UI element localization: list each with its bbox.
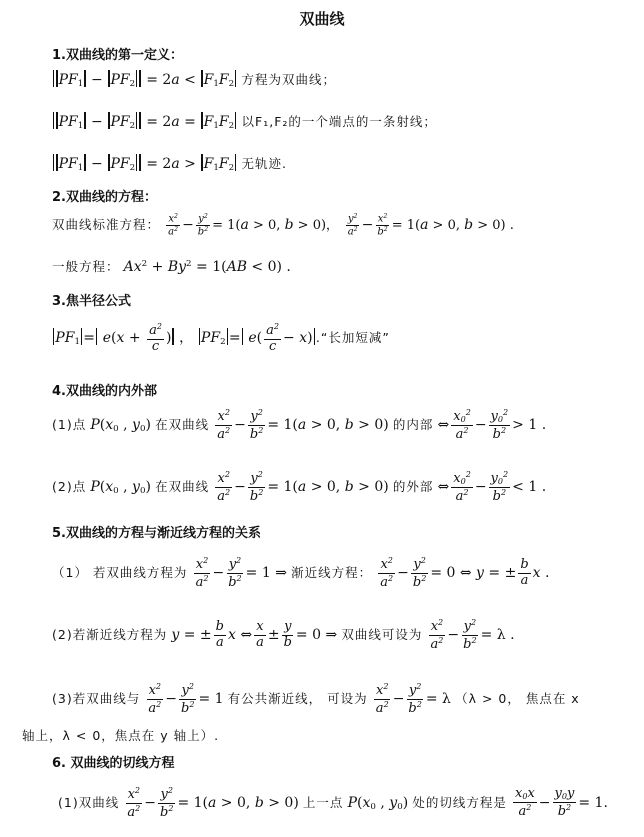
asymptote-line-3-cont: 轴上，λ < 0，焦点在 y 轴上）.: [22, 728, 220, 743]
asymptote-line-2: (2)若渐近线方程为 y = ± $\frac{b}{a}$ x ⇔ $\frac{x}{a}$ ± $\frac{y}{b}$ = 0 ⇒ 双曲线可设为 $\frac{x^2}{a^2}$ − $\frac{y^2}{b^2}$ = λ .: [52, 618, 515, 652]
page-title: 双曲线: [299, 10, 345, 28]
formula: $PF_1 - PF_2 = 2a < F_1F_2$: [52, 72, 237, 88]
standard-label: 双曲线标准方程：: [52, 217, 161, 233]
definition-line-3: [52, 154, 287, 173]
definition-line-1: [52, 70, 336, 89]
definition-text-2: 以F₁,F₂的一个端点的一条射线；: [241, 114, 437, 129]
tangent-line: (1)双曲线 $\frac{x^2}{a^2}$ − $\frac{y^2}{b^2}$ = 1(a > 0, b > 0) 上一点 $P(x_0$ , $y_0$) 处的切线方程是 $\frac{x_0x}{a^2}$ − $\frac{y_0y}{b^2}$ = 1.: [58, 785, 608, 820]
general-label: 一般方程：: [52, 259, 120, 275]
asymptote-line-1: （1） 若双曲线方程为 $\frac{x^2}{a^2}$ − $\frac{y^2}{b^2}$ = 1 ⇒ 渐近线方程： $\frac{x^2}{a^2}$ − $\frac{y^2}{b^2}$ = 0 ⇔ y = ± $\frac{b}{a}$ x .: [52, 556, 550, 590]
mnemonic: .“长加短减”: [315, 329, 390, 345]
asymptote-line-3: (3)若双曲线与 $\frac{x^2}{a^2}$ − $\frac{y^2}{b^2}$ = 1 有公共渐近线， 可设为 $\frac{x^2}{a^2}$ − $\frac{y^2}{b^2}$ = λ （λ > 0， 焦点在 x: [52, 682, 580, 716]
section-5-heading: 5.双曲线的方程与渐近线方程的关系: [52, 526, 261, 541]
section-3-heading: 3.焦半径公式: [52, 294, 131, 309]
formula: $PF_1 - PF_2 = 2a = F_1F_2$: [52, 114, 237, 130]
standard-equation-line: 双曲线标准方程： $\frac{x^2}{a^2}$ − $\frac{y^2}{b^2}$ = 1(a > 0, b > 0)， $\frac{y^2}{a^2}$ − $\frac{x^2}{b^2}$ = 1(a > 0, b > 0) .: [52, 213, 514, 238]
formula: $PF_1 - PF_2 = 2a > F_1F_2$: [52, 156, 237, 172]
section-2-heading: 2.双曲线的方程：: [52, 190, 157, 205]
section-1-heading: 1.双曲线的第一定义：: [52, 48, 183, 63]
definition-line-2: [52, 112, 437, 131]
section-6-heading: 6. 双曲线的切线方程: [52, 756, 175, 771]
section-4-heading: 4.双曲线的内外部: [52, 384, 157, 399]
general-equation-line: 一般方程： $Ax^2 + By^2 = 1(AB < 0)$ .: [52, 259, 291, 276]
definition-text-3: 无轨迹.: [241, 156, 288, 171]
definition-text-1: 方程为双曲线；: [241, 72, 337, 87]
outer-region-line: (2)点 $P(x_0$ , $y_0$) 在双曲线 $\frac{x^2}{a^2}$ − $\frac{y^2}{b^2}$ = 1(a > 0, b > 0) 的外部 ⇔ $\frac{x_0^2}{a^2}$ − $\frac{y_0^2}{b^2}$ < 1 .: [52, 470, 547, 504]
inner-region-line: (1)点 $P(x_0$ , $y_0$) 在双曲线 $\frac{x^2}{a^2}$ − $\frac{y^2}{b^2}$ = 1(a > 0, b > 0) 的内部 ⇔ $\frac{x_0^2}{a^2}$ − $\frac{y_0^2}{b^2}$ > 1 .: [52, 408, 547, 442]
focal-radius-line: $PF_1 = e(x$ + $\frac{a^2}{c}$ ) ， $PF_2 = e$( $\frac{a^2}{c}$ − x) .“长加短减”: [52, 322, 390, 355]
